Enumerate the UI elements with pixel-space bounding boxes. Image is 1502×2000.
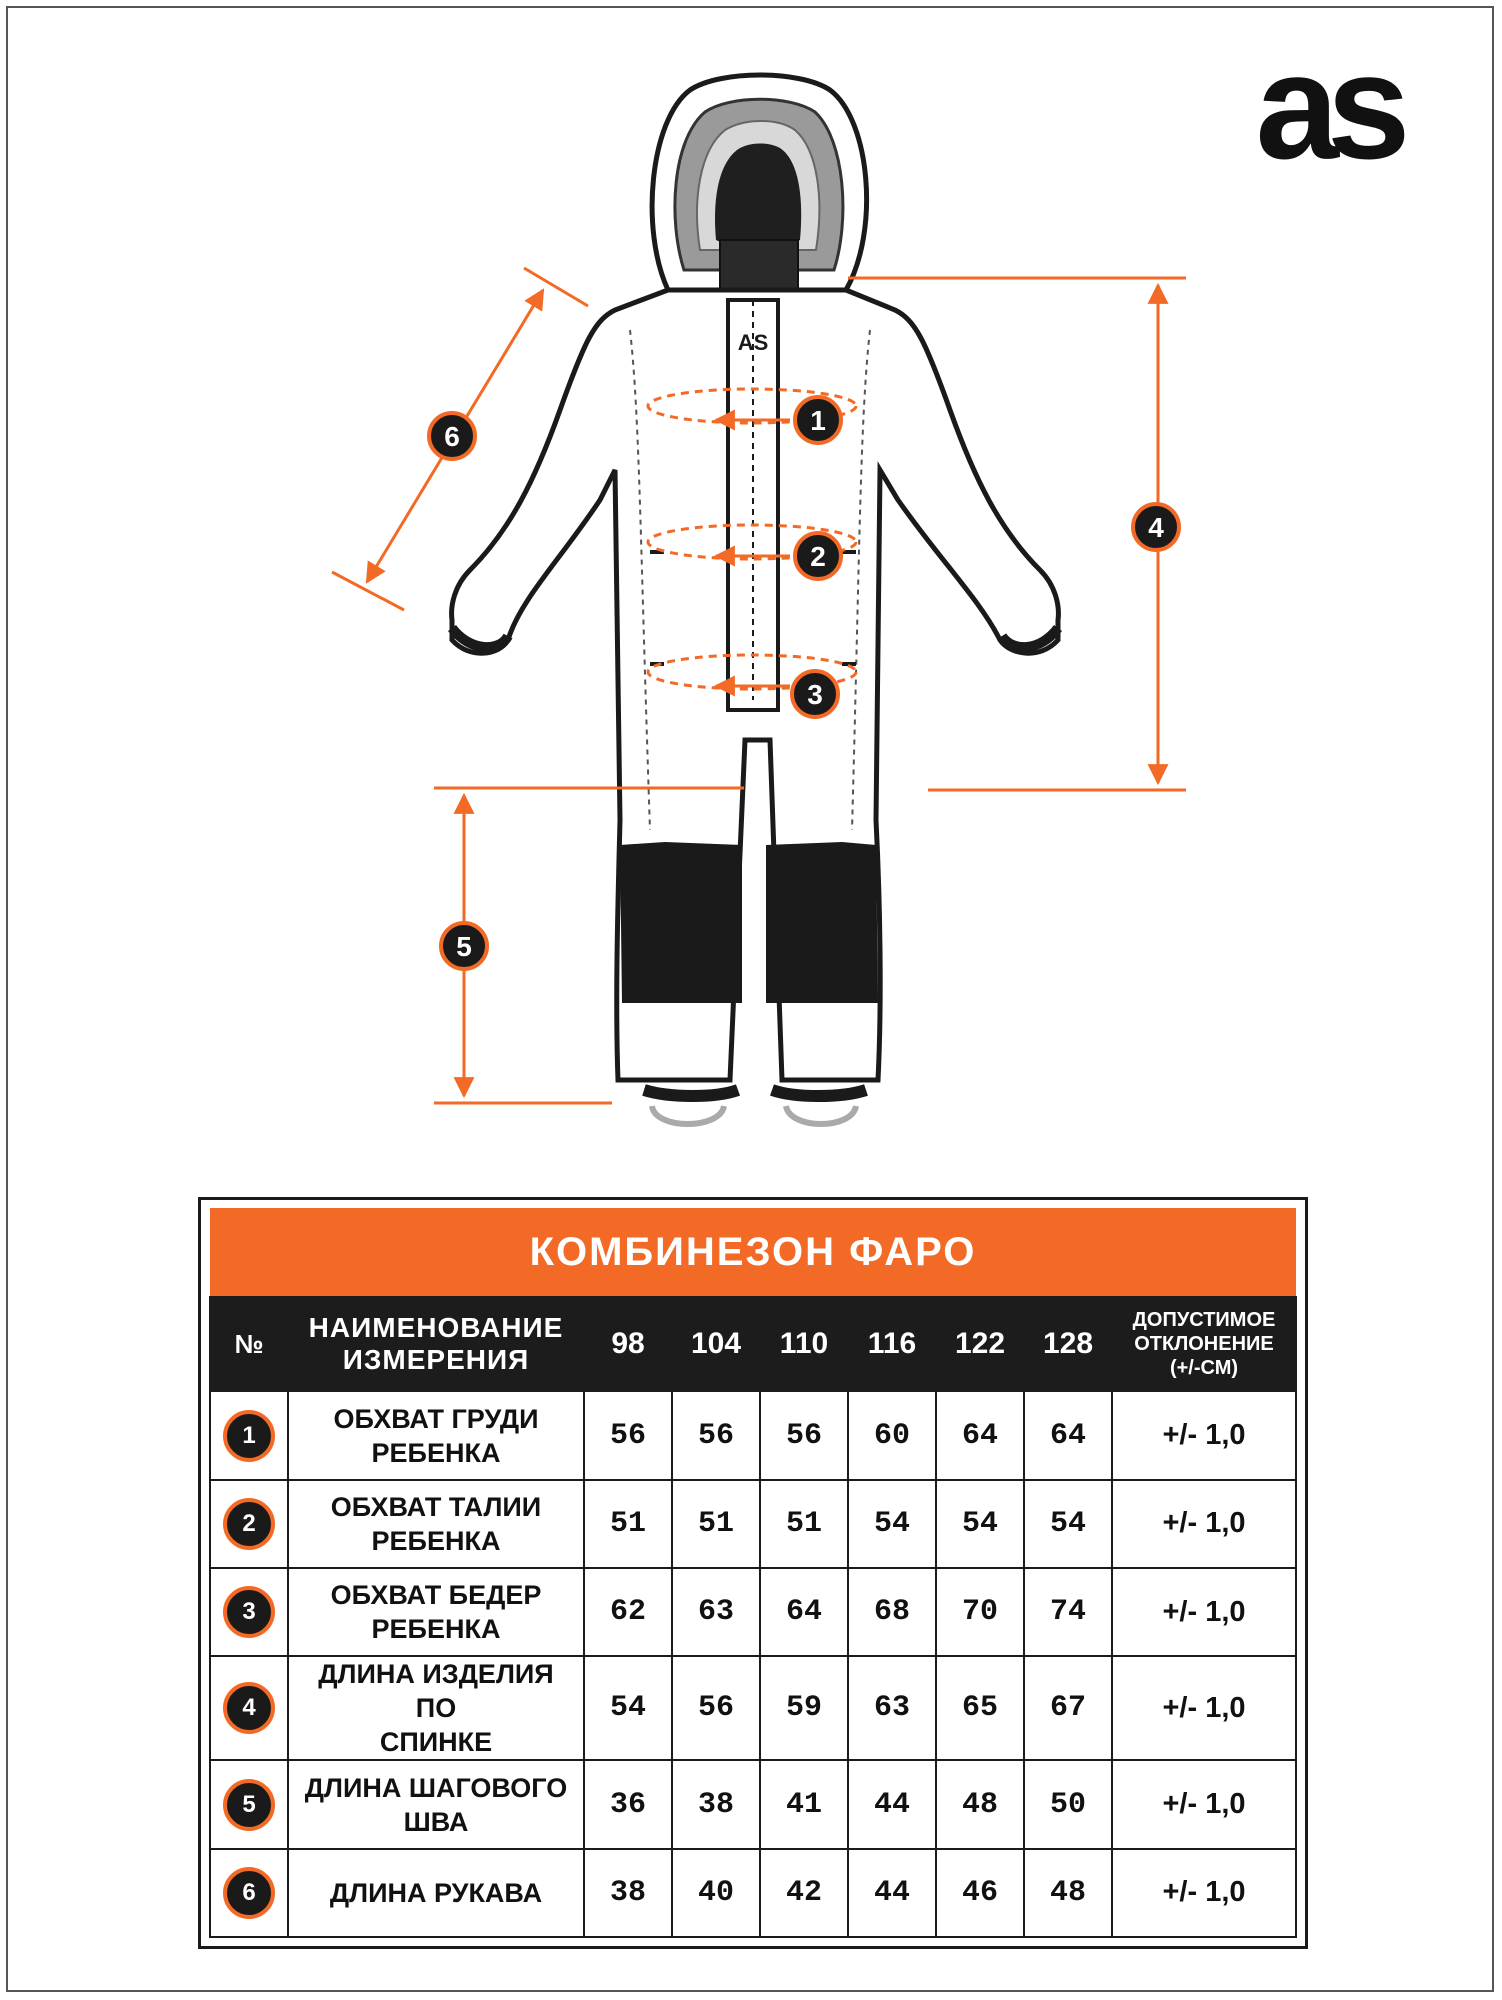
- marker-5: [441, 923, 487, 969]
- size-value: 44: [848, 1849, 936, 1937]
- size-value: 54: [848, 1480, 936, 1568]
- measurement-name: ОБХВАТ БЕДЕР РЕБЕНКА: [288, 1568, 584, 1656]
- table-row: [210, 1849, 1296, 1937]
- header-size: 110: [760, 1297, 848, 1391]
- size-value: 51: [760, 1480, 848, 1568]
- row-number-badge: 5: [223, 1779, 275, 1831]
- row-number-badge: 3: [223, 1586, 275, 1638]
- header-size: 116: [848, 1297, 936, 1391]
- size-value: 38: [672, 1760, 760, 1848]
- size-value: 44: [848, 1760, 936, 1848]
- header-size: 128: [1024, 1297, 1112, 1391]
- row-number-cell: [210, 1656, 288, 1760]
- size-value: 56: [760, 1391, 848, 1479]
- size-value: 38: [584, 1849, 672, 1937]
- tolerance-value: +/- 1,0: [1112, 1480, 1296, 1568]
- size-table: [209, 1208, 1297, 1938]
- table-title-row: [210, 1208, 1296, 1297]
- measurement-name: ОБХВАТ ТАЛИИ РЕБЕНКА: [288, 1480, 584, 1568]
- svg-text:as: as: [1255, 58, 1399, 176]
- marker-2: [795, 533, 841, 579]
- row-number-badge: 4: [223, 1682, 275, 1734]
- size-value: 41: [760, 1760, 848, 1848]
- size-value: 64: [936, 1391, 1024, 1479]
- row-number-cell: [210, 1849, 288, 1937]
- header-size: 98: [584, 1297, 672, 1391]
- measurement-name: ОБХВАТ ГРУДИ РЕБЕНКА: [288, 1391, 584, 1479]
- tolerance-value: +/- 1,0: [1112, 1391, 1296, 1479]
- measurement-name: ДЛИНА РУКАВА: [288, 1849, 584, 1937]
- header-size: 104: [672, 1297, 760, 1391]
- svg-text:2: 2: [810, 541, 826, 572]
- size-value: 40: [672, 1849, 760, 1937]
- size-value: 56: [584, 1391, 672, 1479]
- marker-1: [795, 397, 841, 443]
- size-value: 63: [848, 1656, 936, 1760]
- size-value: 54: [584, 1656, 672, 1760]
- size-value: 67: [1024, 1656, 1112, 1760]
- row-number-cell: [210, 1480, 288, 1568]
- svg-text:5: 5: [456, 931, 472, 962]
- zipper-logo: AS: [737, 330, 769, 355]
- tolerance-value: +/- 1,0: [1112, 1760, 1296, 1848]
- row-number-badge: 6: [223, 1867, 275, 1919]
- size-value: 48: [1024, 1849, 1112, 1937]
- row-number-badge: 2: [223, 1498, 275, 1550]
- measurement-name: ДЛИНА ШАГОВОГО ШВА: [288, 1760, 584, 1848]
- svg-text:6: 6: [444, 421, 460, 452]
- tolerance-value: +/- 1,0: [1112, 1568, 1296, 1656]
- header-size: 122: [936, 1297, 1024, 1391]
- size-value: 46: [936, 1849, 1024, 1937]
- size-value: 51: [672, 1480, 760, 1568]
- size-value: 74: [1024, 1568, 1112, 1656]
- header-measurement-name: НАИМЕНОВАНИЕ ИЗМЕРЕНИЯ: [288, 1297, 584, 1391]
- size-value: 56: [672, 1656, 760, 1760]
- brand-logo: [1222, 58, 1432, 176]
- size-value: 64: [760, 1568, 848, 1656]
- size-value: 54: [1024, 1480, 1112, 1568]
- size-table-frame: [198, 1197, 1308, 1949]
- size-value: 36: [584, 1760, 672, 1848]
- size-value: 59: [760, 1656, 848, 1760]
- tolerance-value: +/- 1,0: [1112, 1656, 1296, 1760]
- svg-text:4: 4: [1148, 512, 1164, 543]
- table-row: [210, 1568, 1296, 1656]
- table-row: [210, 1391, 1296, 1479]
- row-number-cell: [210, 1760, 288, 1848]
- marker-6: [429, 413, 475, 459]
- size-value: 60: [848, 1391, 936, 1479]
- svg-text:1: 1: [810, 405, 826, 436]
- size-value: 64: [1024, 1391, 1112, 1479]
- hood: [652, 75, 866, 300]
- marker-3: [792, 671, 838, 717]
- header-number: №: [210, 1297, 288, 1391]
- jumpsuit-body: [452, 290, 1059, 1124]
- table-row: [210, 1480, 1296, 1568]
- size-value: 65: [936, 1656, 1024, 1760]
- table-title: КОМБИНЕЗОН ФАРО: [210, 1208, 1296, 1297]
- size-value: 70: [936, 1568, 1024, 1656]
- size-value: 62: [584, 1568, 672, 1656]
- svg-text:3: 3: [807, 679, 823, 710]
- size-value: 56: [672, 1391, 760, 1479]
- table-row: [210, 1760, 1296, 1848]
- size-value: 54: [936, 1480, 1024, 1568]
- table-header-row: [210, 1297, 1296, 1391]
- tolerance-value: +/- 1,0: [1112, 1849, 1296, 1937]
- size-value: 51: [584, 1480, 672, 1568]
- size-value: 68: [848, 1568, 936, 1656]
- marker-4: [1133, 504, 1179, 550]
- size-value: 48: [936, 1760, 1024, 1848]
- size-value: 63: [672, 1568, 760, 1656]
- table-row: [210, 1656, 1296, 1760]
- header-tolerance: ДОПУСТИМОЕ ОТКЛОНЕНИЕ (+/-СМ): [1112, 1297, 1296, 1391]
- measurement-name: ДЛИНА ИЗДЕЛИЯ ПО СПИНКЕ: [288, 1656, 584, 1760]
- row-number-cell: [210, 1568, 288, 1656]
- size-value: 50: [1024, 1760, 1112, 1848]
- row-number-cell: [210, 1391, 288, 1479]
- row-number-badge: 1: [223, 1410, 275, 1462]
- size-value: 42: [760, 1849, 848, 1937]
